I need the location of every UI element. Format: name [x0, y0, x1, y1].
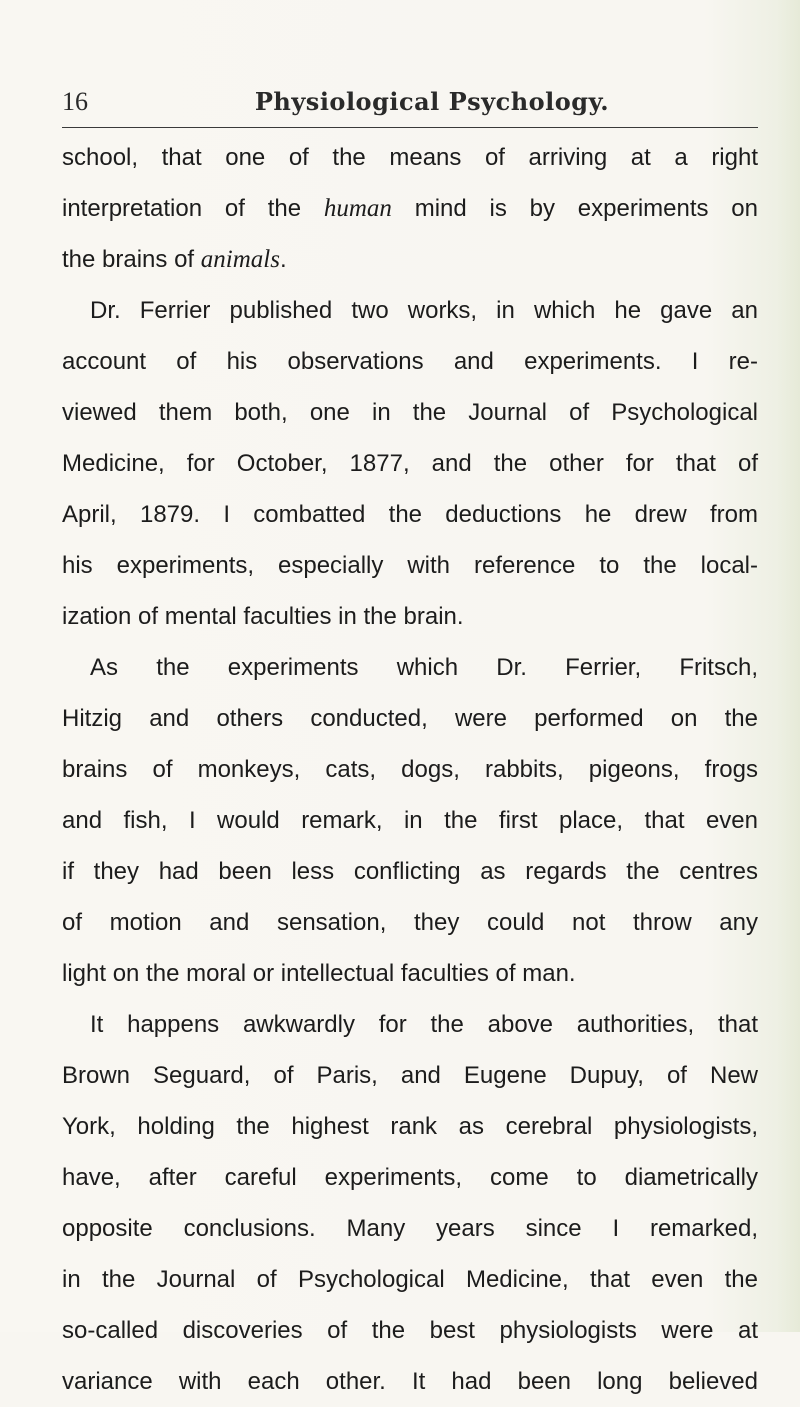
text-line: opposite conclusions. Many years since I remarked,: [62, 1215, 758, 1242]
text-line: viewed them both, one in the Journal of Psychological: [62, 399, 758, 426]
text-line: school, that one of the means of arriving at a right: [62, 144, 758, 171]
text-line: brains of monkeys, cats, dogs, rabbits, pigeons, frogs: [62, 756, 758, 783]
text-line: and fish, I would remark, in the first place, that even: [62, 807, 758, 834]
text-line: account of his observations and experiments. I re-: [62, 348, 758, 375]
text-line: have, after careful experiments, come to diametrically: [62, 1164, 758, 1191]
paragraph-first-line: As the experiments which Dr. Ferrier, Fritsch,: [90, 654, 758, 681]
text-line: [62, 234, 758, 285]
paragraph-first-line: Dr. Ferrier published two works, in which he gave an: [90, 297, 758, 324]
text-line: Hitzig and others conducted, were performed on the: [62, 705, 758, 732]
paragraph-first-line: It happens awkwardly for the above authorities, that: [90, 1011, 758, 1038]
text-run: interpretation of the: [62, 195, 324, 222]
text-line: his experiments, especially with reference to the local-: [62, 552, 758, 579]
text-line: Medicine, for October, 1877, and the other for that of: [62, 450, 758, 477]
text-line: so-called discoveries of the best physiologists were at: [62, 1317, 758, 1344]
text-run: .: [279, 246, 287, 273]
text-line: variance with each other. It had been long believed: [62, 1368, 758, 1395]
page-header: [62, 82, 758, 122]
text-line: ization of mental faculties in the brain.: [62, 603, 464, 630]
text-line: in the Journal of Psychological Medicine, that even the: [62, 1266, 758, 1293]
header-rule: [62, 127, 758, 128]
italic-word: animals: [200, 246, 280, 273]
text-line: April, 1879. I combatted the deductions he drew from: [62, 501, 758, 528]
text-line: if they had been less conflicting as regards the centres: [62, 858, 758, 885]
body-text: [62, 132, 758, 1407]
running-head: Physiological Psychology.: [254, 87, 610, 116]
text-run: the brains of: [62, 246, 201, 273]
text-line: light on the moral or intellectual faculties of man.: [62, 960, 576, 987]
italic-word: human: [323, 195, 392, 222]
text-line: of motion and sensation, they could not throw any: [62, 909, 758, 936]
text-line: Brown Seguard, of Paris, and Eugene Dupuy, of New: [62, 1062, 758, 1089]
page-number: 16: [62, 87, 88, 116]
text-line: [62, 183, 758, 234]
text-run: mind is by experiments on: [391, 195, 758, 222]
text-line: York, holding the highest rank as cerebral physiologists,: [62, 1113, 758, 1140]
